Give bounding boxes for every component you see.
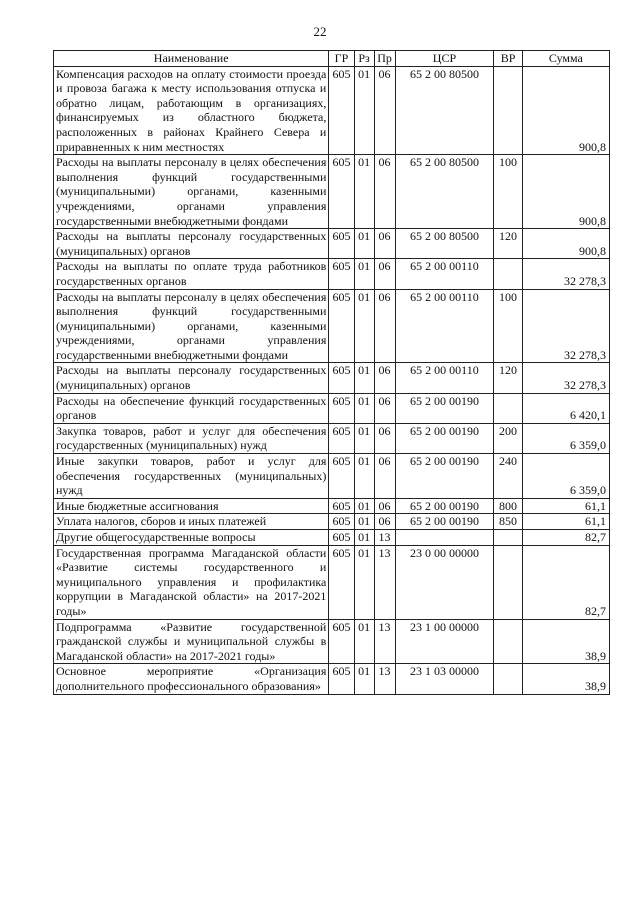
page-number: 22 <box>313 24 327 39</box>
cell-name: Уплата налогов, сборов и иных платежей <box>54 514 329 530</box>
cell-name: Закупка товаров, работ и услуг для обеспечения государственных (муниципальных) нужд <box>54 423 329 453</box>
cell-pr: 06 <box>374 423 395 453</box>
cell-vr: 100 <box>494 155 522 229</box>
cell-pr: 06 <box>374 289 395 363</box>
cell-sum: 32 278,3 <box>522 363 609 393</box>
cell-pr: 13 <box>374 545 395 619</box>
cell-rz: 01 <box>354 619 374 664</box>
cell-rz: 01 <box>354 514 374 530</box>
table-row <box>54 664 610 694</box>
header-sum: Сумма <box>522 51 609 67</box>
cell-vr: 850 <box>494 514 522 530</box>
cell-rz: 01 <box>354 454 374 499</box>
cell-csr <box>395 530 494 546</box>
cell-pr: 13 <box>374 664 395 694</box>
cell-name: Расходы на выплаты по оплате труда работников государственных органов <box>54 259 329 289</box>
cell-gr: 605 <box>329 289 354 363</box>
cell-pr: 06 <box>374 514 395 530</box>
cell-sum: 61,1 <box>522 498 609 514</box>
cell-pr: 13 <box>374 530 395 546</box>
cell-csr: 65 2 00 80500 <box>395 66 494 155</box>
cell-csr: 65 2 00 00190 <box>395 393 494 423</box>
cell-vr <box>494 664 522 694</box>
cell-sum: 900,8 <box>522 66 609 155</box>
cell-csr: 65 2 00 00110 <box>395 259 494 289</box>
cell-vr <box>494 530 522 546</box>
cell-name: Расходы на выплаты персоналу государственных (муниципальных) органов <box>54 229 329 259</box>
table-row <box>54 619 610 664</box>
cell-name: Расходы на выплаты персоналу государственных (муниципальных) органов <box>54 363 329 393</box>
cell-csr: 65 2 00 80500 <box>395 229 494 259</box>
cell-gr: 605 <box>329 229 354 259</box>
cell-vr: 240 <box>494 454 522 499</box>
cell-sum: 38,9 <box>522 619 609 664</box>
cell-gr: 605 <box>329 454 354 499</box>
cell-rz: 01 <box>354 498 374 514</box>
cell-sum: 6 420,1 <box>522 393 609 423</box>
cell-pr: 13 <box>374 619 395 664</box>
cell-pr: 06 <box>374 454 395 499</box>
cell-name: Расходы на выплаты персоналу в целях обеспечения выполнения функций государственными (муниципальными) органами, казенными учреждениями, органами управления государственными внебюджетными фондами <box>54 155 329 229</box>
cell-rz: 01 <box>354 363 374 393</box>
cell-pr: 06 <box>374 155 395 229</box>
cell-name: Расходы на обеспечение функций государственных органов <box>54 393 329 423</box>
header-gr: ГР <box>329 51 354 67</box>
table-row <box>54 289 610 363</box>
cell-pr: 06 <box>374 259 395 289</box>
cell-rz: 01 <box>354 66 374 155</box>
cell-sum: 32 278,3 <box>522 259 609 289</box>
cell-pr: 06 <box>374 363 395 393</box>
cell-vr <box>494 66 522 155</box>
header-csr: ЦСР <box>395 51 494 67</box>
cell-name: Государственная программа Магаданской области «Развитие системы государственного и муниципального управления и профилактика коррупции в Магаданской области» на 2017-2021 годы» <box>54 545 329 619</box>
cell-name: Подпрограмма «Развитие государственной гражданской службы и муниципальной службы в Магаданской области» на 2017-2021 годы» <box>54 619 329 664</box>
cell-rz: 01 <box>354 393 374 423</box>
cell-vr <box>494 619 522 664</box>
cell-name: Основное мероприятие «Организация дополнительного профессионального образования» <box>54 664 329 694</box>
table-body <box>54 66 610 694</box>
budget-table <box>53 50 610 695</box>
cell-vr: 100 <box>494 289 522 363</box>
cell-sum: 32 278,3 <box>522 289 609 363</box>
cell-vr: 200 <box>494 423 522 453</box>
cell-gr: 605 <box>329 619 354 664</box>
cell-sum: 900,8 <box>522 155 609 229</box>
cell-rz: 01 <box>354 664 374 694</box>
cell-sum: 38,9 <box>522 664 609 694</box>
cell-gr: 605 <box>329 393 354 423</box>
cell-rz: 01 <box>354 545 374 619</box>
table-row <box>54 514 610 530</box>
cell-sum: 900,8 <box>522 229 609 259</box>
cell-pr: 06 <box>374 393 395 423</box>
cell-vr: 120 <box>494 363 522 393</box>
cell-gr: 605 <box>329 155 354 229</box>
cell-vr: 120 <box>494 229 522 259</box>
cell-gr: 605 <box>329 363 354 393</box>
cell-sum: 82,7 <box>522 545 609 619</box>
cell-vr <box>494 259 522 289</box>
cell-rz: 01 <box>354 423 374 453</box>
table-row <box>54 66 610 155</box>
table-row <box>54 363 610 393</box>
cell-rz: 01 <box>354 530 374 546</box>
cell-rz: 01 <box>354 259 374 289</box>
cell-csr: 65 2 00 00110 <box>395 289 494 363</box>
table-row <box>54 155 610 229</box>
cell-csr: 65 2 00 00190 <box>395 498 494 514</box>
cell-pr: 06 <box>374 66 395 155</box>
cell-name: Расходы на выплаты персоналу в целях обеспечения выполнения функций государственными (муниципальными) органами, казенными учреждениями, органами управления государственными внебюджетными фондами <box>54 289 329 363</box>
cell-gr: 605 <box>329 66 354 155</box>
cell-sum: 82,7 <box>522 530 609 546</box>
cell-name: Иные бюджетные ассигнования <box>54 498 329 514</box>
cell-gr: 605 <box>329 545 354 619</box>
header-rz: Рз <box>354 51 374 67</box>
cell-name: Компенсация расходов на оплату стоимости проезда и провоза багажа к месту использования отпуска и обратно лицам, работающим в организациях, финансируемых из областного бюджета, расположенных в районах Крайнего Севера и приравненных к ним местностях <box>54 66 329 155</box>
cell-csr: 23 1 00 00000 <box>395 619 494 664</box>
table-row <box>54 229 610 259</box>
cell-rz: 01 <box>354 229 374 259</box>
header-vr: ВР <box>494 51 522 67</box>
table-row <box>54 259 610 289</box>
cell-sum: 6 359,0 <box>522 423 609 453</box>
cell-csr: 65 2 00 00190 <box>395 454 494 499</box>
cell-name: Другие общегосударственные вопросы <box>54 530 329 546</box>
cell-pr: 06 <box>374 229 395 259</box>
cell-rz: 01 <box>354 289 374 363</box>
table-row <box>54 498 610 514</box>
header-name: Наименование <box>54 51 329 67</box>
cell-csr: 65 2 00 80500 <box>395 155 494 229</box>
table-row <box>54 423 610 453</box>
cell-gr: 605 <box>329 514 354 530</box>
cell-gr: 605 <box>329 498 354 514</box>
cell-csr: 23 0 00 00000 <box>395 545 494 619</box>
cell-gr: 605 <box>329 423 354 453</box>
header-pr: Пр <box>374 51 395 67</box>
table-row <box>54 530 610 546</box>
cell-gr: 605 <box>329 259 354 289</box>
cell-vr <box>494 393 522 423</box>
cell-csr: 65 2 00 00190 <box>395 514 494 530</box>
table-row <box>54 393 610 423</box>
cell-vr: 800 <box>494 498 522 514</box>
cell-sum: 61,1 <box>522 514 609 530</box>
cell-sum: 6 359,0 <box>522 454 609 499</box>
table-header-row <box>54 51 610 67</box>
table-row <box>54 454 610 499</box>
cell-gr: 605 <box>329 530 354 546</box>
cell-csr: 65 2 00 00190 <box>395 423 494 453</box>
cell-gr: 605 <box>329 664 354 694</box>
cell-vr <box>494 545 522 619</box>
table-row <box>54 545 610 619</box>
cell-csr: 65 2 00 00110 <box>395 363 494 393</box>
cell-name: Иные закупки товаров, работ и услуг для обеспечения государственных (муниципальных) нужд <box>54 454 329 499</box>
cell-rz: 01 <box>354 155 374 229</box>
cell-csr: 23 1 03 00000 <box>395 664 494 694</box>
cell-pr: 06 <box>374 498 395 514</box>
